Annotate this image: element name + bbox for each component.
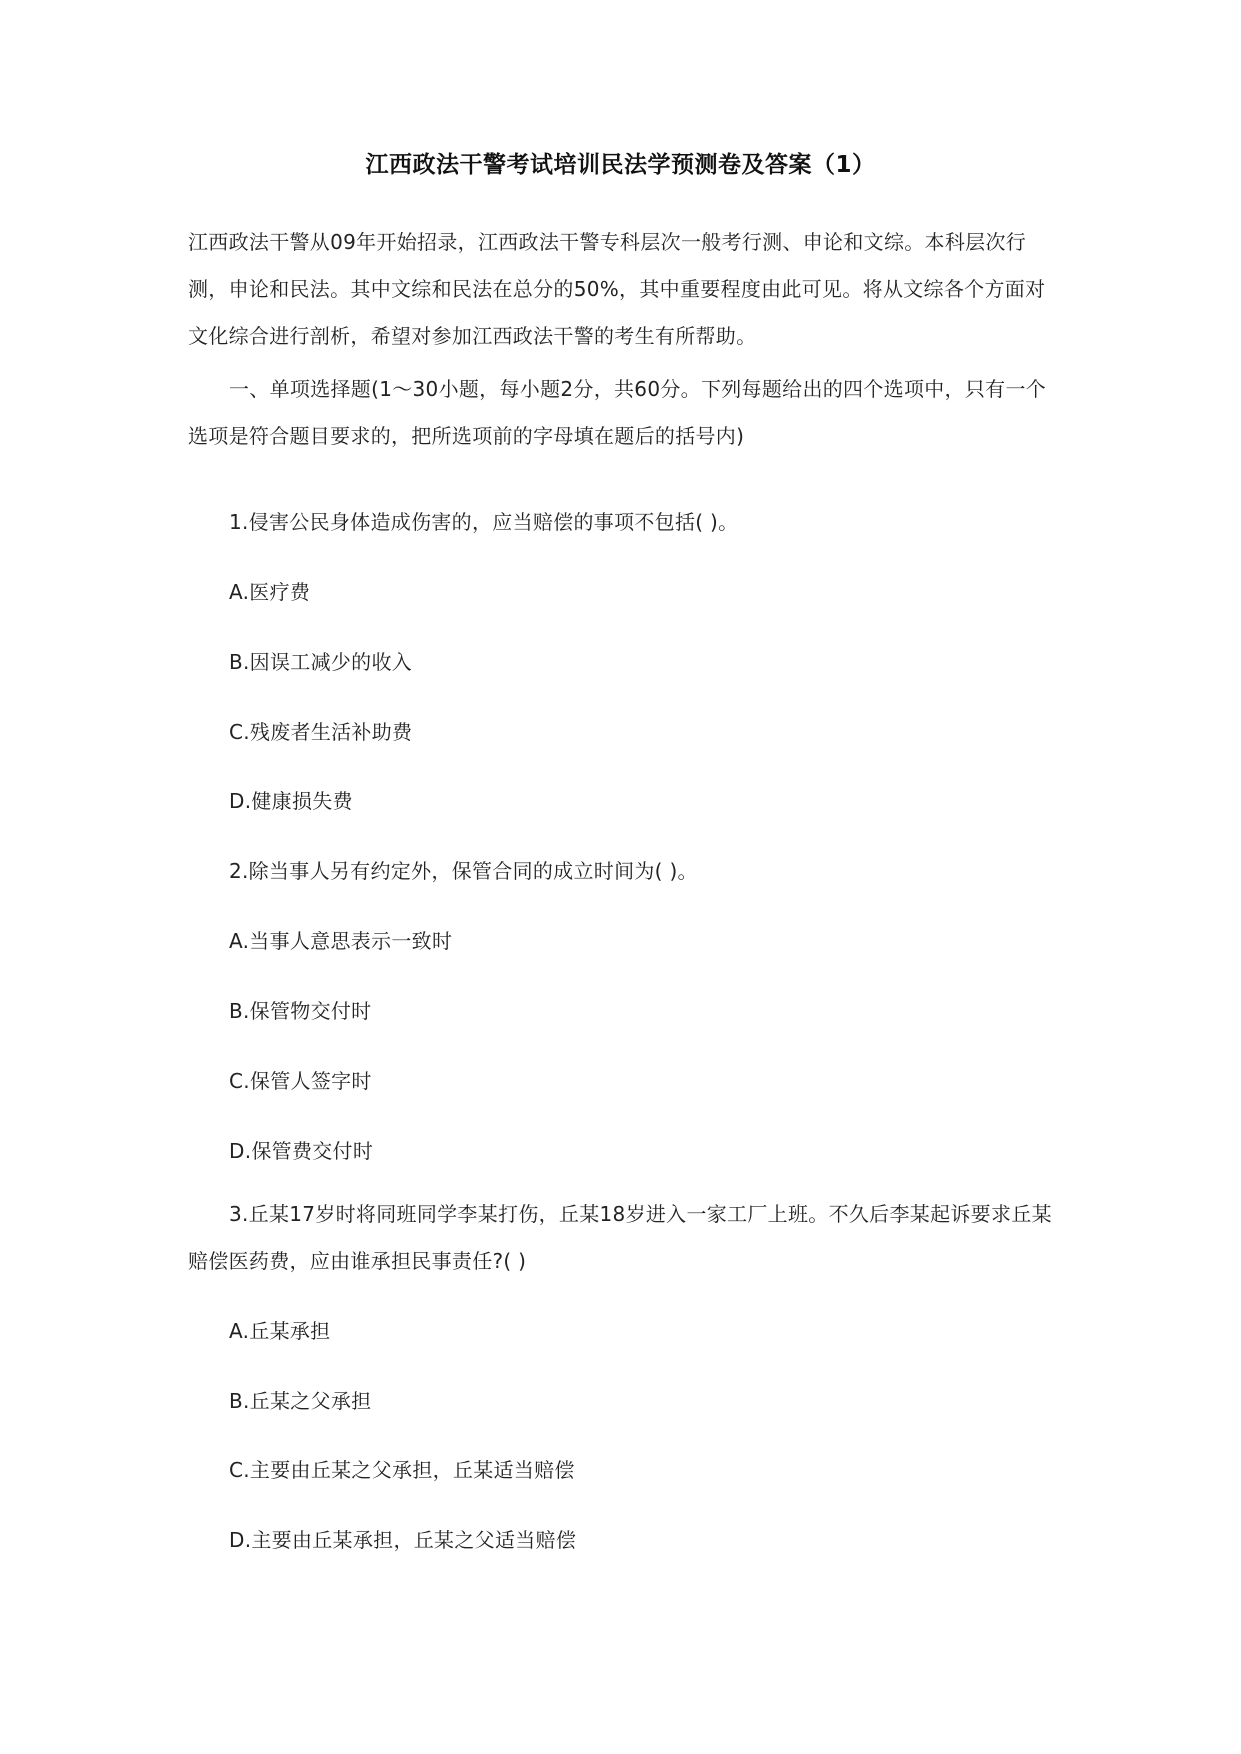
question-3-option-a: A.丘某承担 xyxy=(229,1319,331,1343)
question-1-stem: 1.侵害公民身体造成伤害的，应当赔偿的事项不包括( )。 xyxy=(229,510,739,534)
question-1-option-d: D.健康损失费 xyxy=(229,789,353,813)
document-title: 江西政法干警考试培训民法学预测卷及答案（1） xyxy=(365,152,876,178)
section-instructions: 一、单项选择题(1～30小题，每小题2分，共60分。下列每题给出的四个选项中，只有一个选项是符合题目要求的，把所选项前的字母填在题后的括号内) xyxy=(188,377,1047,448)
intro-paragraph: 江西政法干警从09年开始招录，江西政法干警专科层次一般考行测、申论和文综。本科层次行测，申论和民法。其中文综和民法在总分的50%，其中重要程度由此可见。将从文综各个方面对文化综合进行剖析，希望对参加江西政法干警的考生有所帮助。 xyxy=(188,230,1046,348)
question-1-option-b: B.因误工减少的收入 xyxy=(229,650,413,674)
question-2-option-d: D.保管费交付时 xyxy=(229,1139,374,1163)
question-1-option-c: C.残废者生活补助费 xyxy=(229,720,413,744)
question-1-option-a: A.医疗费 xyxy=(229,580,311,604)
question-2-option-a: A.当事人意思表示一致时 xyxy=(229,929,453,953)
question-2-stem: 2.除当事人另有约定外，保管合同的成立时间为( )。 xyxy=(229,859,698,883)
question-2-option-c: C.保管人签字时 xyxy=(229,1069,372,1093)
question-3-option-d: D.主要由丘某承担，丘某之父适当赔偿 xyxy=(229,1528,577,1552)
question-2-option-b: B.保管物交付时 xyxy=(229,999,372,1023)
question-3-option-b: B.丘某之父承担 xyxy=(229,1389,372,1413)
question-3-stem: 3.丘某17岁时将同班同学李某打伤，丘某18岁进入一家工厂上班。不久后李某起诉要求丘某赔偿医药费，应由谁承担民事责任?( ) xyxy=(188,1202,1052,1273)
question-3-option-c: C.主要由丘某之父承担，丘某适当赔偿 xyxy=(229,1458,575,1482)
